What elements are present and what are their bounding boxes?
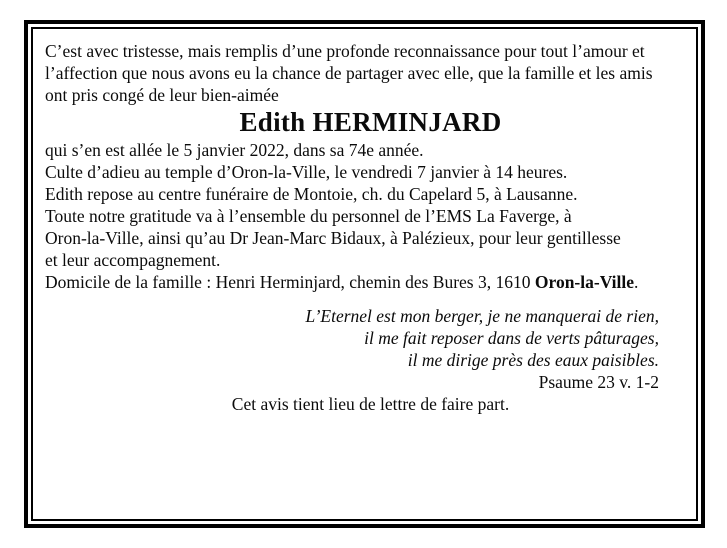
deceased-name: Edith HERMINJARD	[239, 107, 502, 137]
intro-paragraph	[45, 40, 696, 106]
family-home-prefix: Domicile de la famille : Henri Herminjard, chemin des Bures 3, 1610	[45, 272, 535, 292]
verse-line-2: il me fait reposer dans de verts pâturages,	[364, 328, 659, 348]
closing-note: Cet avis tient lieu de lettre de faire part.	[231, 394, 510, 414]
detail-line-gratitude-2: Oron-la-Ville, ainsi qu’au Dr Jean-Marc Bidaux, à Palézieux, pour leur gentillesse	[45, 228, 621, 248]
psalm-verse	[45, 305, 659, 393]
memorial-outer-border	[24, 20, 705, 528]
detail-line-service: Culte d’adieu au temple d’Oron-la-Ville, le vendredi 7 janvier à 14 heures.	[45, 162, 568, 182]
intro-line-1: C’est avec tristesse, mais remplis d’une profonde reconnaissance pour tout l’amour et	[45, 41, 645, 61]
family-home-suffix: .	[634, 272, 639, 292]
intro-line-2: l’affection que nous avons eu la chance de partager avec elle, que la famille et les amis	[45, 63, 653, 83]
memorial-inner-border	[31, 27, 698, 521]
intro-line-3: ont pris congé de leur bien-aimée	[45, 85, 279, 105]
memorial-content	[33, 29, 696, 519]
verse-line-1: L’Eternel est mon berger, je ne manquerai de rien,	[305, 306, 659, 326]
psalm-reference: Psaume 23 v. 1-2	[538, 372, 659, 392]
detail-line-gratitude-1: Toute notre gratitude va à l’ensemble du personnel de l’EMS La Faverge, à	[45, 206, 572, 226]
family-home-line	[45, 272, 638, 292]
detail-line-passing: qui s’en est allée le 5 janvier 2022, dans sa 74e année.	[45, 140, 424, 160]
verse-line-3: il me dirige près des eaux paisibles.	[407, 350, 659, 370]
detail-line-repose: Edith repose au centre funéraire de Montoie, ch. du Capelard 5, à Lausanne.	[45, 184, 578, 204]
family-home-locality: Oron-la-Ville	[534, 272, 635, 292]
details-paragraph	[45, 139, 696, 293]
detail-line-gratitude-3: et leur accompagnement.	[45, 250, 221, 270]
